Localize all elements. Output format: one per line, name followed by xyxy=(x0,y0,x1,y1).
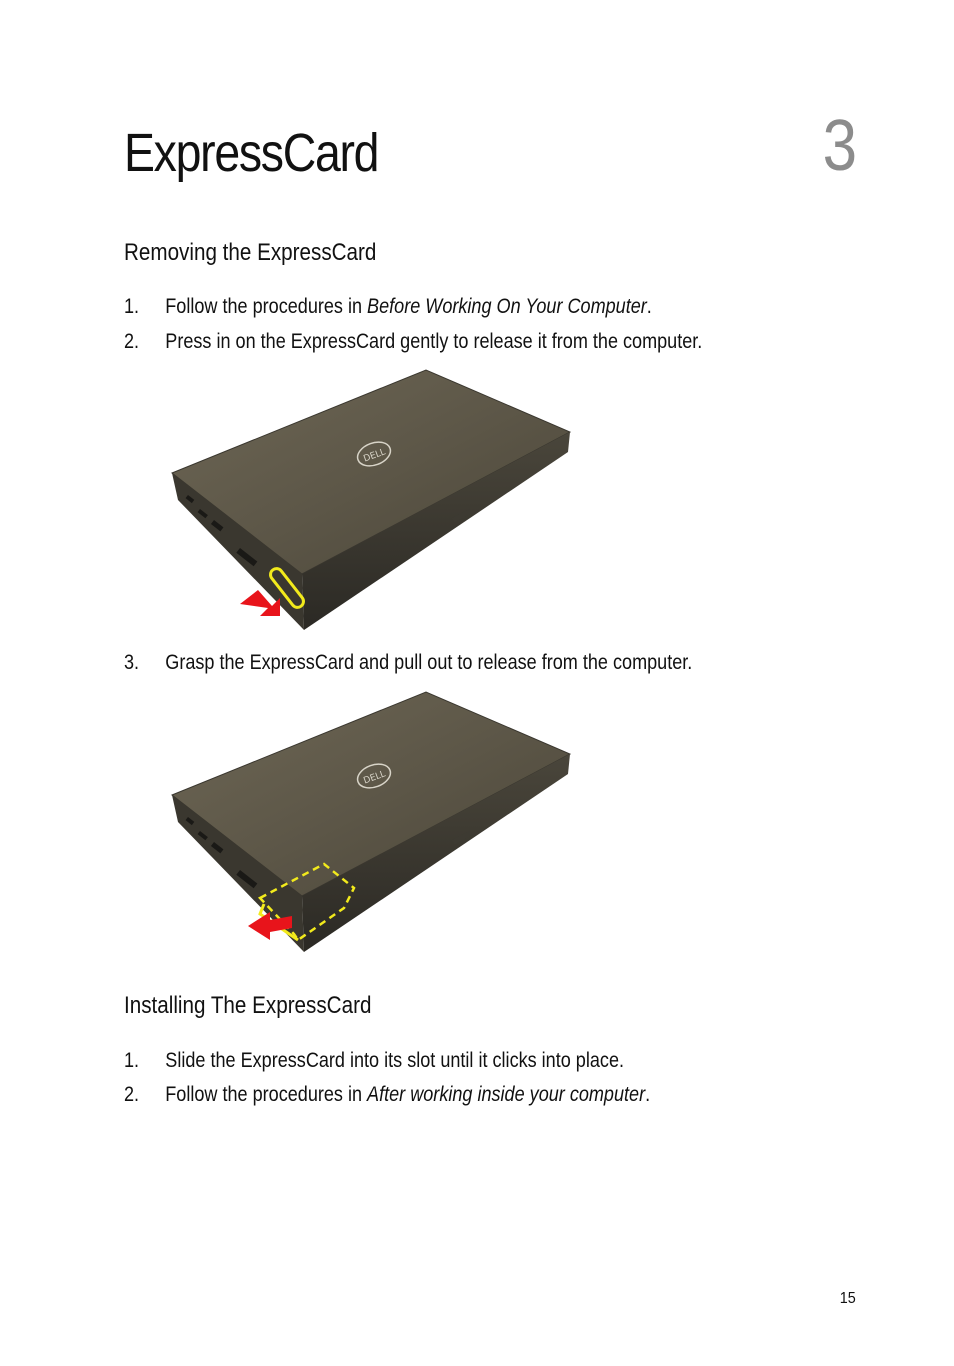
step-number: 2. xyxy=(124,1083,140,1106)
step-number: 3. xyxy=(124,651,140,674)
step-remove-1 xyxy=(124,293,652,321)
page-number: 15 xyxy=(839,1290,856,1307)
laptop-closed-pull-expresscard-illustration xyxy=(168,690,578,956)
step-number: 1. xyxy=(124,295,140,318)
chapter-number: 3 xyxy=(822,106,857,186)
section-heading-installing: Installing The ExpressCard xyxy=(124,992,372,1019)
svg-text:DELL: DELL xyxy=(362,447,388,465)
cross-reference-link[interactable]: After working inside your computer xyxy=(367,1083,646,1106)
step-install-1 xyxy=(124,1047,624,1075)
step-number: 2. xyxy=(124,330,140,353)
step-text: Slide the ExpressCard into its slot until it clicks into place. xyxy=(165,1049,625,1072)
step-text: Grasp the ExpressCard and pull out to release from the computer. xyxy=(165,651,693,674)
step-text: Follow the procedures in xyxy=(165,295,368,318)
laptop-closed-push-expresscard-illustration xyxy=(168,368,578,634)
step-number: 1. xyxy=(124,1049,140,1072)
step-text-tail: . xyxy=(645,1083,651,1106)
step-text: Follow the procedures in xyxy=(165,1083,368,1106)
step-text-tail: . xyxy=(646,295,652,318)
step-remove-2 xyxy=(124,328,702,356)
section-heading-removing: Removing the ExpressCard xyxy=(124,239,377,266)
step-remove-3 xyxy=(124,649,692,677)
chapter-title: ExpressCard xyxy=(124,123,379,183)
step-install-2 xyxy=(124,1081,650,1109)
step-text: Press in on the ExpressCard gently to release it from the computer. xyxy=(165,330,703,353)
svg-text:DELL: DELL xyxy=(362,769,388,787)
cross-reference-link[interactable]: Before Working On Your Computer xyxy=(367,295,647,318)
